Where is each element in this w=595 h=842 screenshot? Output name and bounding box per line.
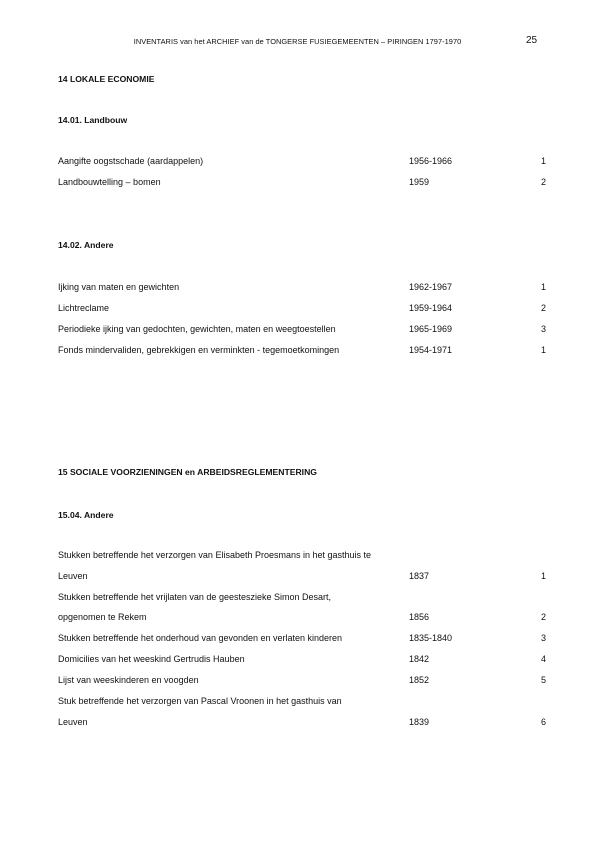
item-number: 6: [540, 717, 546, 727]
item-title-line1: Stuk betreffende het verzorgen van Pascal Vroonen in het gasthuis van: [58, 696, 342, 706]
inventory-row: [58, 675, 546, 689]
item-title: Lichtreclame: [58, 303, 110, 313]
item-year: 1835-1840: [409, 633, 453, 643]
item-year: 1959-1964: [409, 303, 453, 313]
item-title: Lijst van weeskinderen en voogden: [58, 675, 199, 685]
item-number: 1: [540, 571, 546, 581]
item-year: 1842: [409, 654, 430, 664]
item-number: 1: [540, 156, 546, 166]
item-number: 3: [540, 633, 546, 643]
item-year: 1856: [409, 612, 430, 622]
header-title: INVENTARIS van het ARCHIEF van de TONGERSE FUSIEGEMEENTEN – PIRINGEN 1797-1970: [133, 37, 462, 46]
inventory-row: [58, 177, 546, 191]
item-title-line1: Stukken betreffende het verzorgen van Elisabeth Proesmans in het gasthuis te: [58, 550, 372, 560]
inventory-row-continued-line: [58, 550, 546, 564]
inventory-row: [58, 156, 546, 170]
item-title: Stukken betreffende het onderhoud van gevonden en verlaten kinderen: [58, 633, 343, 643]
item-number: 1: [540, 345, 546, 355]
item-year: 1839: [409, 717, 430, 727]
inventory-row: [58, 633, 546, 647]
item-title: Leuven: [58, 717, 88, 727]
item-number: 1: [540, 282, 546, 292]
inventory-row: [58, 324, 546, 338]
inventory-row: [58, 282, 546, 296]
page-number: 25: [526, 35, 538, 46]
item-title: Aangifte oogstschade (aardappelen): [58, 156, 204, 166]
inventory-row: [58, 654, 546, 668]
item-number: 3: [540, 324, 546, 334]
item-number: 2: [540, 612, 546, 622]
inventory-row: [58, 612, 546, 626]
item-number: 5: [540, 675, 546, 685]
item-number: 2: [540, 303, 546, 313]
item-year: 1965-1969: [409, 324, 453, 334]
inventory-row: [58, 303, 546, 317]
item-title-line1: Stukken betreffende het vrijlaten van de geesteszieke Simon Desart,: [58, 592, 331, 602]
item-title: Periodieke ijking van gedochten, gewichten, maten en weegtoestellen: [58, 324, 336, 334]
subsection-heading-14-02: 14.02. Andere: [58, 240, 114, 250]
section-heading-14: 14 LOKALE ECONOMIE: [58, 74, 155, 84]
item-year: 1852: [409, 675, 430, 685]
inventory-row: [58, 717, 546, 731]
item-number: 2: [540, 177, 546, 187]
item-title: Domicilies van het weeskind Gertrudis Hauben: [58, 654, 245, 664]
item-year: 1962-1967: [409, 282, 453, 292]
inventory-row: [58, 571, 546, 585]
item-title: opgenomen te Rekem: [58, 612, 147, 622]
section-heading-15: 15 SOCIALE VOORZIENINGEN en ARBEIDSREGLEMENTERING: [58, 467, 317, 477]
inventory-row: [58, 345, 546, 359]
item-title: Leuven: [58, 571, 88, 581]
inventory-row-continued-line: [58, 696, 546, 710]
subsection-heading-15-04: 15.04. Andere: [58, 510, 114, 520]
item-year: 1837: [409, 571, 430, 581]
inventory-row-continued-line: [58, 592, 546, 606]
item-title: Ijking van maten en gewichten: [58, 282, 180, 292]
item-year: 1954-1971: [409, 345, 453, 355]
item-year: 1956-1966: [409, 156, 453, 166]
subsection-heading-14-01: 14.01. Landbouw: [58, 115, 128, 125]
item-title: Landbouwtelling – bomen: [58, 177, 161, 187]
item-year: 1959: [409, 177, 430, 187]
item-number: 4: [540, 654, 546, 664]
item-title: Fonds mindervaliden, gebrekkigen en verminkten - tegemoetkomingen: [58, 345, 340, 355]
